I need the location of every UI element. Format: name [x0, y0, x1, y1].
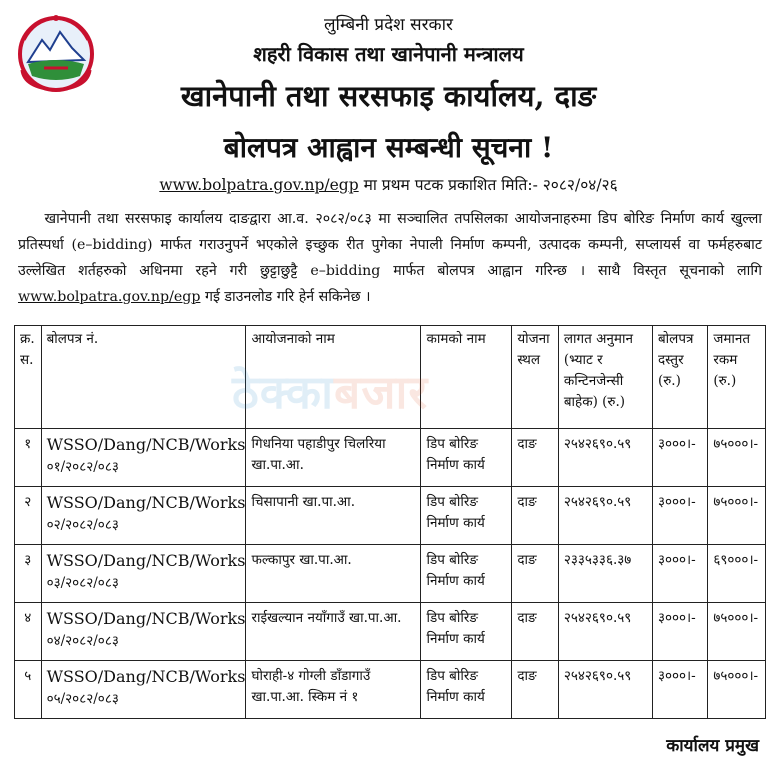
- office-chief-signature: कार्यालय प्रमुख: [666, 736, 759, 756]
- row-sn: ३: [15, 545, 42, 603]
- row-project: फल्कापुर खा.पा.आ.: [246, 545, 421, 603]
- row-sn: ५: [15, 661, 42, 719]
- header-project: आयोजनाको नाम: [246, 326, 421, 429]
- row-sn: १: [15, 429, 42, 487]
- row-deposit: ७५०००।-: [708, 661, 766, 719]
- bid-no-number: ०४/२०८२/०८३: [46, 633, 119, 649]
- row-bid-no: [41, 487, 246, 545]
- row-sn: ४: [15, 603, 42, 661]
- bid-no-code: WSSO/Dang/NCB/Works: [46, 435, 246, 454]
- bid-no-code: WSSO/Dang/NCB/Works: [46, 609, 246, 628]
- row-project: चिसापानी खा.पा.आ.: [246, 487, 421, 545]
- header-cost: लागत अनुमान (भ्याट र कन्टिनजेन्सी बाहेक) (रु.): [558, 326, 652, 429]
- bid-no-number: ०३/२०८२/०८३: [46, 575, 119, 591]
- paragraph-text-1: खानेपानी तथा सरसफाइ कार्यालय दाङद्वारा आ.व. २०८२/०८३ मा सञ्चालित तपसिलका आयोजनाहरुमा डिप बोरिङ निर्माण कार्य खुल्ला प्रतिस्पर्धा (e–bidding) मार्फत गराउनुपर्ने भएकोले इच्छुक रीत पुगेका नेपाली निर्माण कम्पनी, उत्पादक कम्पनी, सप्लायर्स वा फर्महरुबाट उल्लेखित शर्तहरुको अधिनमा रहने गरी छुट्टाछुट्टै e–bidding मार्फत बोलपत्र आह्वान गरिन्छ । साथै विस्तृत सूचनाको लागि: [18, 211, 762, 279]
- row-work: डिप बोरिङ निर्माण कार्य: [421, 603, 512, 661]
- watermark-part2: बजार: [334, 365, 429, 419]
- row-work: डिप बोरिङ निर्माण कार्य: [421, 487, 512, 545]
- table-row: [15, 429, 766, 487]
- row-fee: ३०००।-: [652, 487, 707, 545]
- ministry-name: शहरी विकास तथा खानेपानी मन्त्रालय: [253, 42, 524, 66]
- row-cost: २५४२६९०.५९: [558, 661, 652, 719]
- header-location: योजना स्थल: [512, 326, 559, 429]
- row-location: दाङ: [512, 429, 559, 487]
- row-project: राईखल्यान नयाँगाउँ खा.पा.आ.: [246, 603, 421, 661]
- row-cost: २५४२६९०.५९: [558, 429, 652, 487]
- row-fee: ३०००।-: [652, 545, 707, 603]
- row-cost: २५४२६९०.५९: [558, 603, 652, 661]
- table-header-row: [15, 326, 766, 429]
- header-fee: बोलपत्र दस्तुर (रु.): [652, 326, 707, 429]
- table-row: [15, 661, 766, 719]
- row-work: डिप बोरिङ निर्माण कार्य: [421, 545, 512, 603]
- row-fee: ३०००।-: [652, 661, 707, 719]
- bid-no-code: WSSO/Dang/NCB/Works: [46, 551, 246, 570]
- table-row: [15, 603, 766, 661]
- row-sn: २: [15, 487, 42, 545]
- bid-no-number: ०२/२०८२/०८३: [46, 517, 119, 533]
- website-link[interactable]: www.bolpatra.gov.np/egp: [159, 176, 359, 194]
- watermark-part1: ठेक्का: [232, 365, 335, 419]
- publish-date-text: मा प्रथम पटक प्रकाशित मिति:- २०८२/०४/२६: [363, 176, 618, 194]
- row-cost: २५४२६९०.५९: [558, 487, 652, 545]
- bid-no-number: ०१/२०८२/०८३: [46, 459, 119, 475]
- header-work: कामको नाम: [421, 326, 512, 429]
- bid-no-code: WSSO/Dang/NCB/Works: [46, 667, 246, 686]
- row-location: दाङ: [512, 603, 559, 661]
- row-location: दाङ: [512, 487, 559, 545]
- row-bid-no: [41, 603, 246, 661]
- row-deposit: ७५०००।-: [708, 487, 766, 545]
- table-row: [15, 487, 766, 545]
- row-bid-no: [41, 661, 246, 719]
- row-fee: ३०००।-: [652, 429, 707, 487]
- row-location: दाङ: [512, 661, 559, 719]
- row-deposit: ७५०००।-: [708, 603, 766, 661]
- row-cost: २३३५३३६.३७: [558, 545, 652, 603]
- row-work: डिप बोरिङ निर्माण कार्य: [421, 429, 512, 487]
- header-bid-no: बोलपत्र नं.: [41, 326, 246, 429]
- header-sn: क्र. स.: [15, 326, 42, 429]
- row-bid-no: [41, 429, 246, 487]
- publish-line: [0, 173, 777, 195]
- row-work: डिप बोरिङ निर्माण कार्य: [421, 661, 512, 719]
- row-project: घोराही-४ गोग्ली डाँडागाउँ खा.पा.आ. स्किम नं १: [246, 661, 421, 719]
- header-deposit: जमानत रकम (रु.): [708, 326, 766, 429]
- table-row: [15, 545, 766, 603]
- row-project: गिधनिया पहाडीपुर चिलरिया खा.पा.आ.: [246, 429, 421, 487]
- government-name: लुम्बिनी प्रदेश सरकार: [324, 15, 453, 35]
- row-deposit: ७५०००।-: [708, 429, 766, 487]
- row-fee: ३०००।-: [652, 603, 707, 661]
- bid-no-number: ०५/२०८२/०८३: [46, 691, 119, 707]
- bid-no-code: WSSO/Dang/NCB/Works: [46, 493, 246, 512]
- row-location: दाङ: [512, 545, 559, 603]
- office-name: खानेपानी तथा सरसफाइ कार्यालय, दाङ: [180, 79, 597, 113]
- paragraph-text-2: गई डाउनलोड गरि हेर्न सकिनेछ ।: [204, 289, 371, 305]
- row-deposit: ६९०००।-: [708, 545, 766, 603]
- notice-title: बोलपत्र आह्वान सम्बन्धी सूचना !: [223, 131, 554, 164]
- row-bid-no: [41, 545, 246, 603]
- notice-paragraph: [18, 206, 762, 310]
- paragraph-website-link[interactable]: www.bolpatra.gov.np/egp: [18, 289, 201, 305]
- tender-table: [14, 325, 766, 719]
